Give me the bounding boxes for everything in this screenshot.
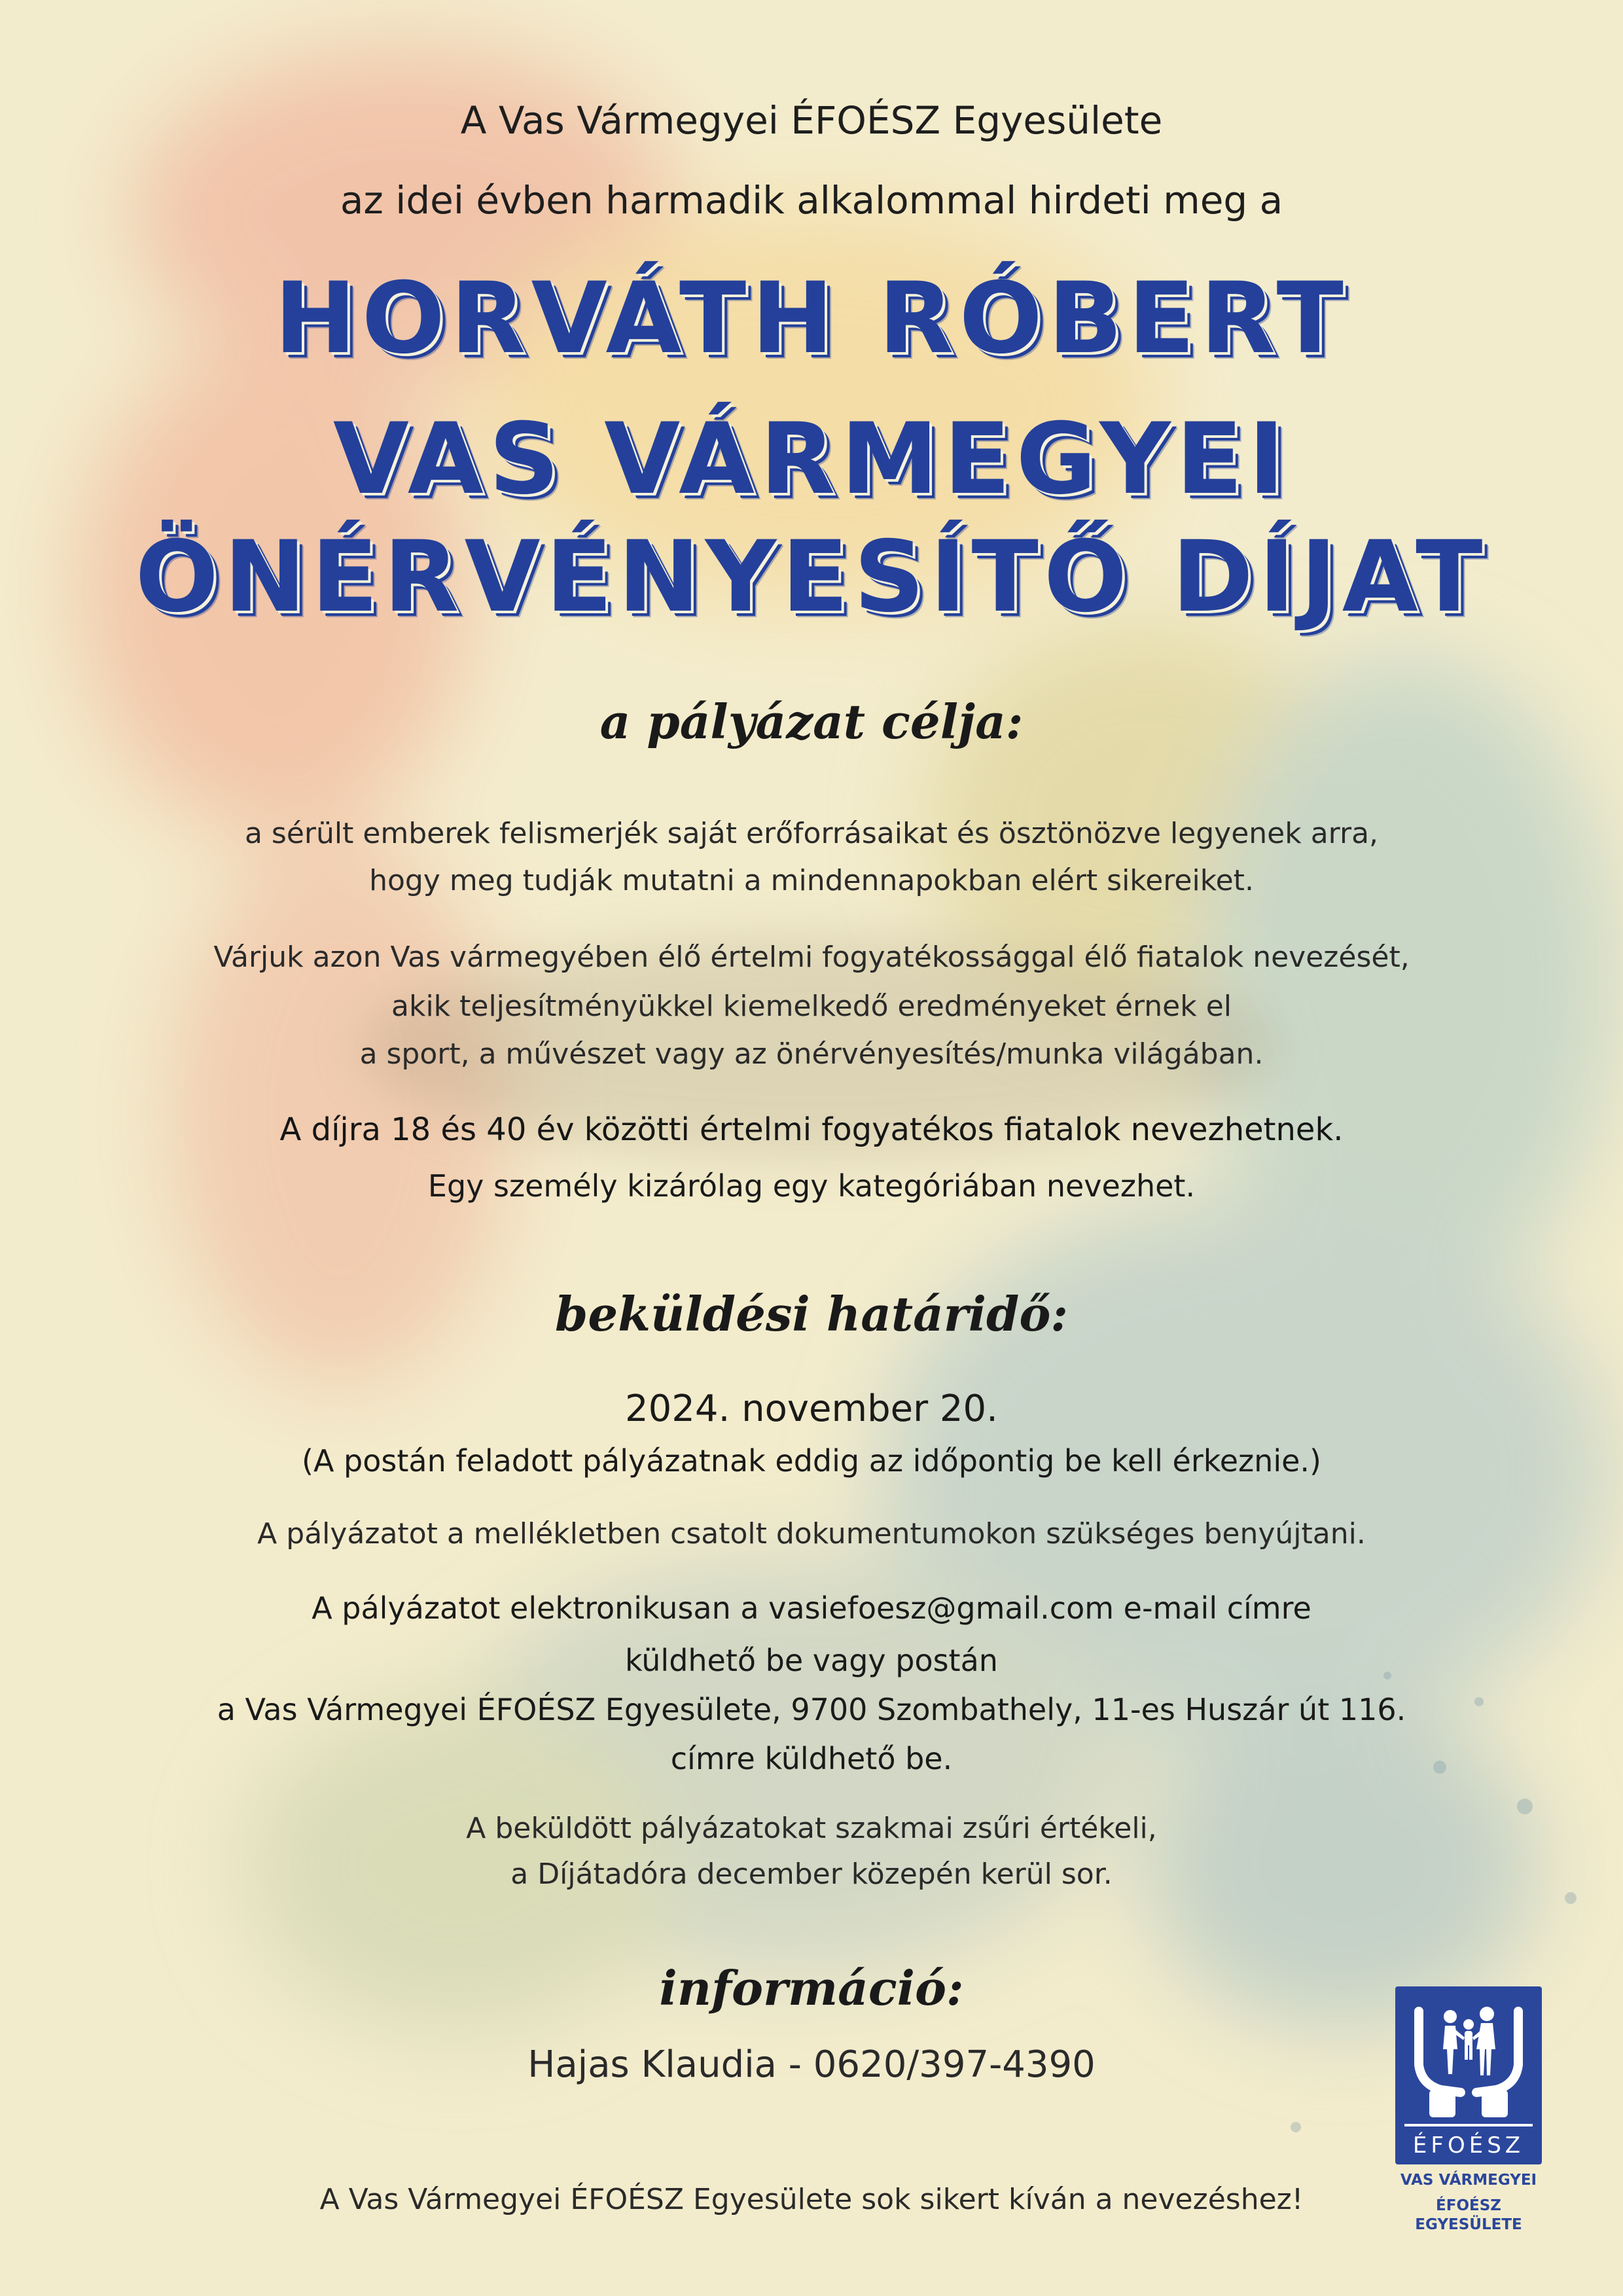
contact-text: Hajas Klaudia - 0620/397-4390 — [527, 2043, 1096, 2086]
eligibility-text: A díjra 18 és 40 év közötti értelmi fogyatékos fiatalok nevezhetnek. — [279, 1111, 1344, 1148]
deadline-date: 2024. november 20. — [625, 1388, 998, 1430]
purpose-heading: a pályázat célja: — [599, 694, 1024, 749]
invitation-text-line-1: Várjuk azon Vas vármegyében élő értelmi fogyatékossággal élő fiatalok nevezését, — [213, 941, 1410, 974]
efoesz-logo — [1395, 1986, 1542, 2234]
intro-line-1: A Vas Vármegyei ÉFOÉSZ Egyesülete — [460, 98, 1163, 143]
submission-text-line-1: A pályázatot elektronikusan a vasiefoesz@gmail.com e-mail címre — [312, 1590, 1311, 1626]
footer-wish: A Vas Vármegyei ÉFOÉSZ Egyesülete sok sikert kíván a nevezéshez! — [319, 2183, 1304, 2216]
logo-subtitle-line-2: ÉFOÉSZ EGYESÜLETE — [1415, 2197, 1522, 2233]
jury-text-line-1: A beküldött pályázatokat szakmai zsűri értékeli, — [466, 1812, 1157, 1845]
submission-text-line-3: a Vas Vármegyei ÉFOÉSZ Egyesülete, 9700 Szombathely, 11-es Huszár út 116. — [217, 1692, 1406, 1727]
award-title-line-2: VAS VÁRMEGYEI — [332, 403, 1291, 516]
submission-text-line-4: címre küldhető be. — [670, 1741, 953, 1776]
submission-text-line-2: küldhető be vagy postán — [625, 1643, 998, 1678]
purpose-text-line-1: a sérült emberek felismerjék saját erőforrásaikat és ösztönözve legyenek arra, — [244, 817, 1379, 850]
award-title-line-1: HORVÁTH RÓBERT — [274, 262, 1349, 376]
invitation-text-line-2: akik teljesítményükkel kiemelkedő eredményeket érnek el — [391, 990, 1232, 1023]
logo-acronym: ÉFOÉSZ — [1412, 2132, 1525, 2159]
family-in-hands-icon — [1395, 1986, 1542, 2164]
category-rule-text: Egy személy kizárólag egy kategóriában nevezhet. — [427, 1168, 1196, 1204]
award-title-line-3: ÖNÉRVÉNYESÍTŐ DÍJAT — [135, 520, 1488, 634]
invitation-text-line-3: a sport, a művészet vagy az önérvényesítés/munka világában. — [359, 1037, 1264, 1071]
jury-text-line-2: a Díjátadóra december közepén kerül sor. — [510, 1857, 1113, 1891]
logo-subtitle-line-1: VAS VÁRMEGYEI — [1400, 2172, 1537, 2189]
intro-line-2: az idei évben harmadik alkalommal hirdeti meg a — [340, 178, 1283, 223]
purpose-text-line-2: hogy meg tudják mutatni a mindennapokban elért sikereiket. — [369, 864, 1254, 897]
deadline-note: (A postán feladott pályázatnak eddig az időpontig be kell érkeznie.) — [302, 1443, 1321, 1479]
info-heading: információ: — [659, 1960, 964, 2016]
deadline-heading: beküldési határidő: — [555, 1286, 1068, 1342]
documents-text: A pályázatot a mellékletben csatolt dokumentumokon szükséges benyújtani. — [257, 1517, 1366, 1551]
logo-badge — [1395, 1986, 1542, 2164]
